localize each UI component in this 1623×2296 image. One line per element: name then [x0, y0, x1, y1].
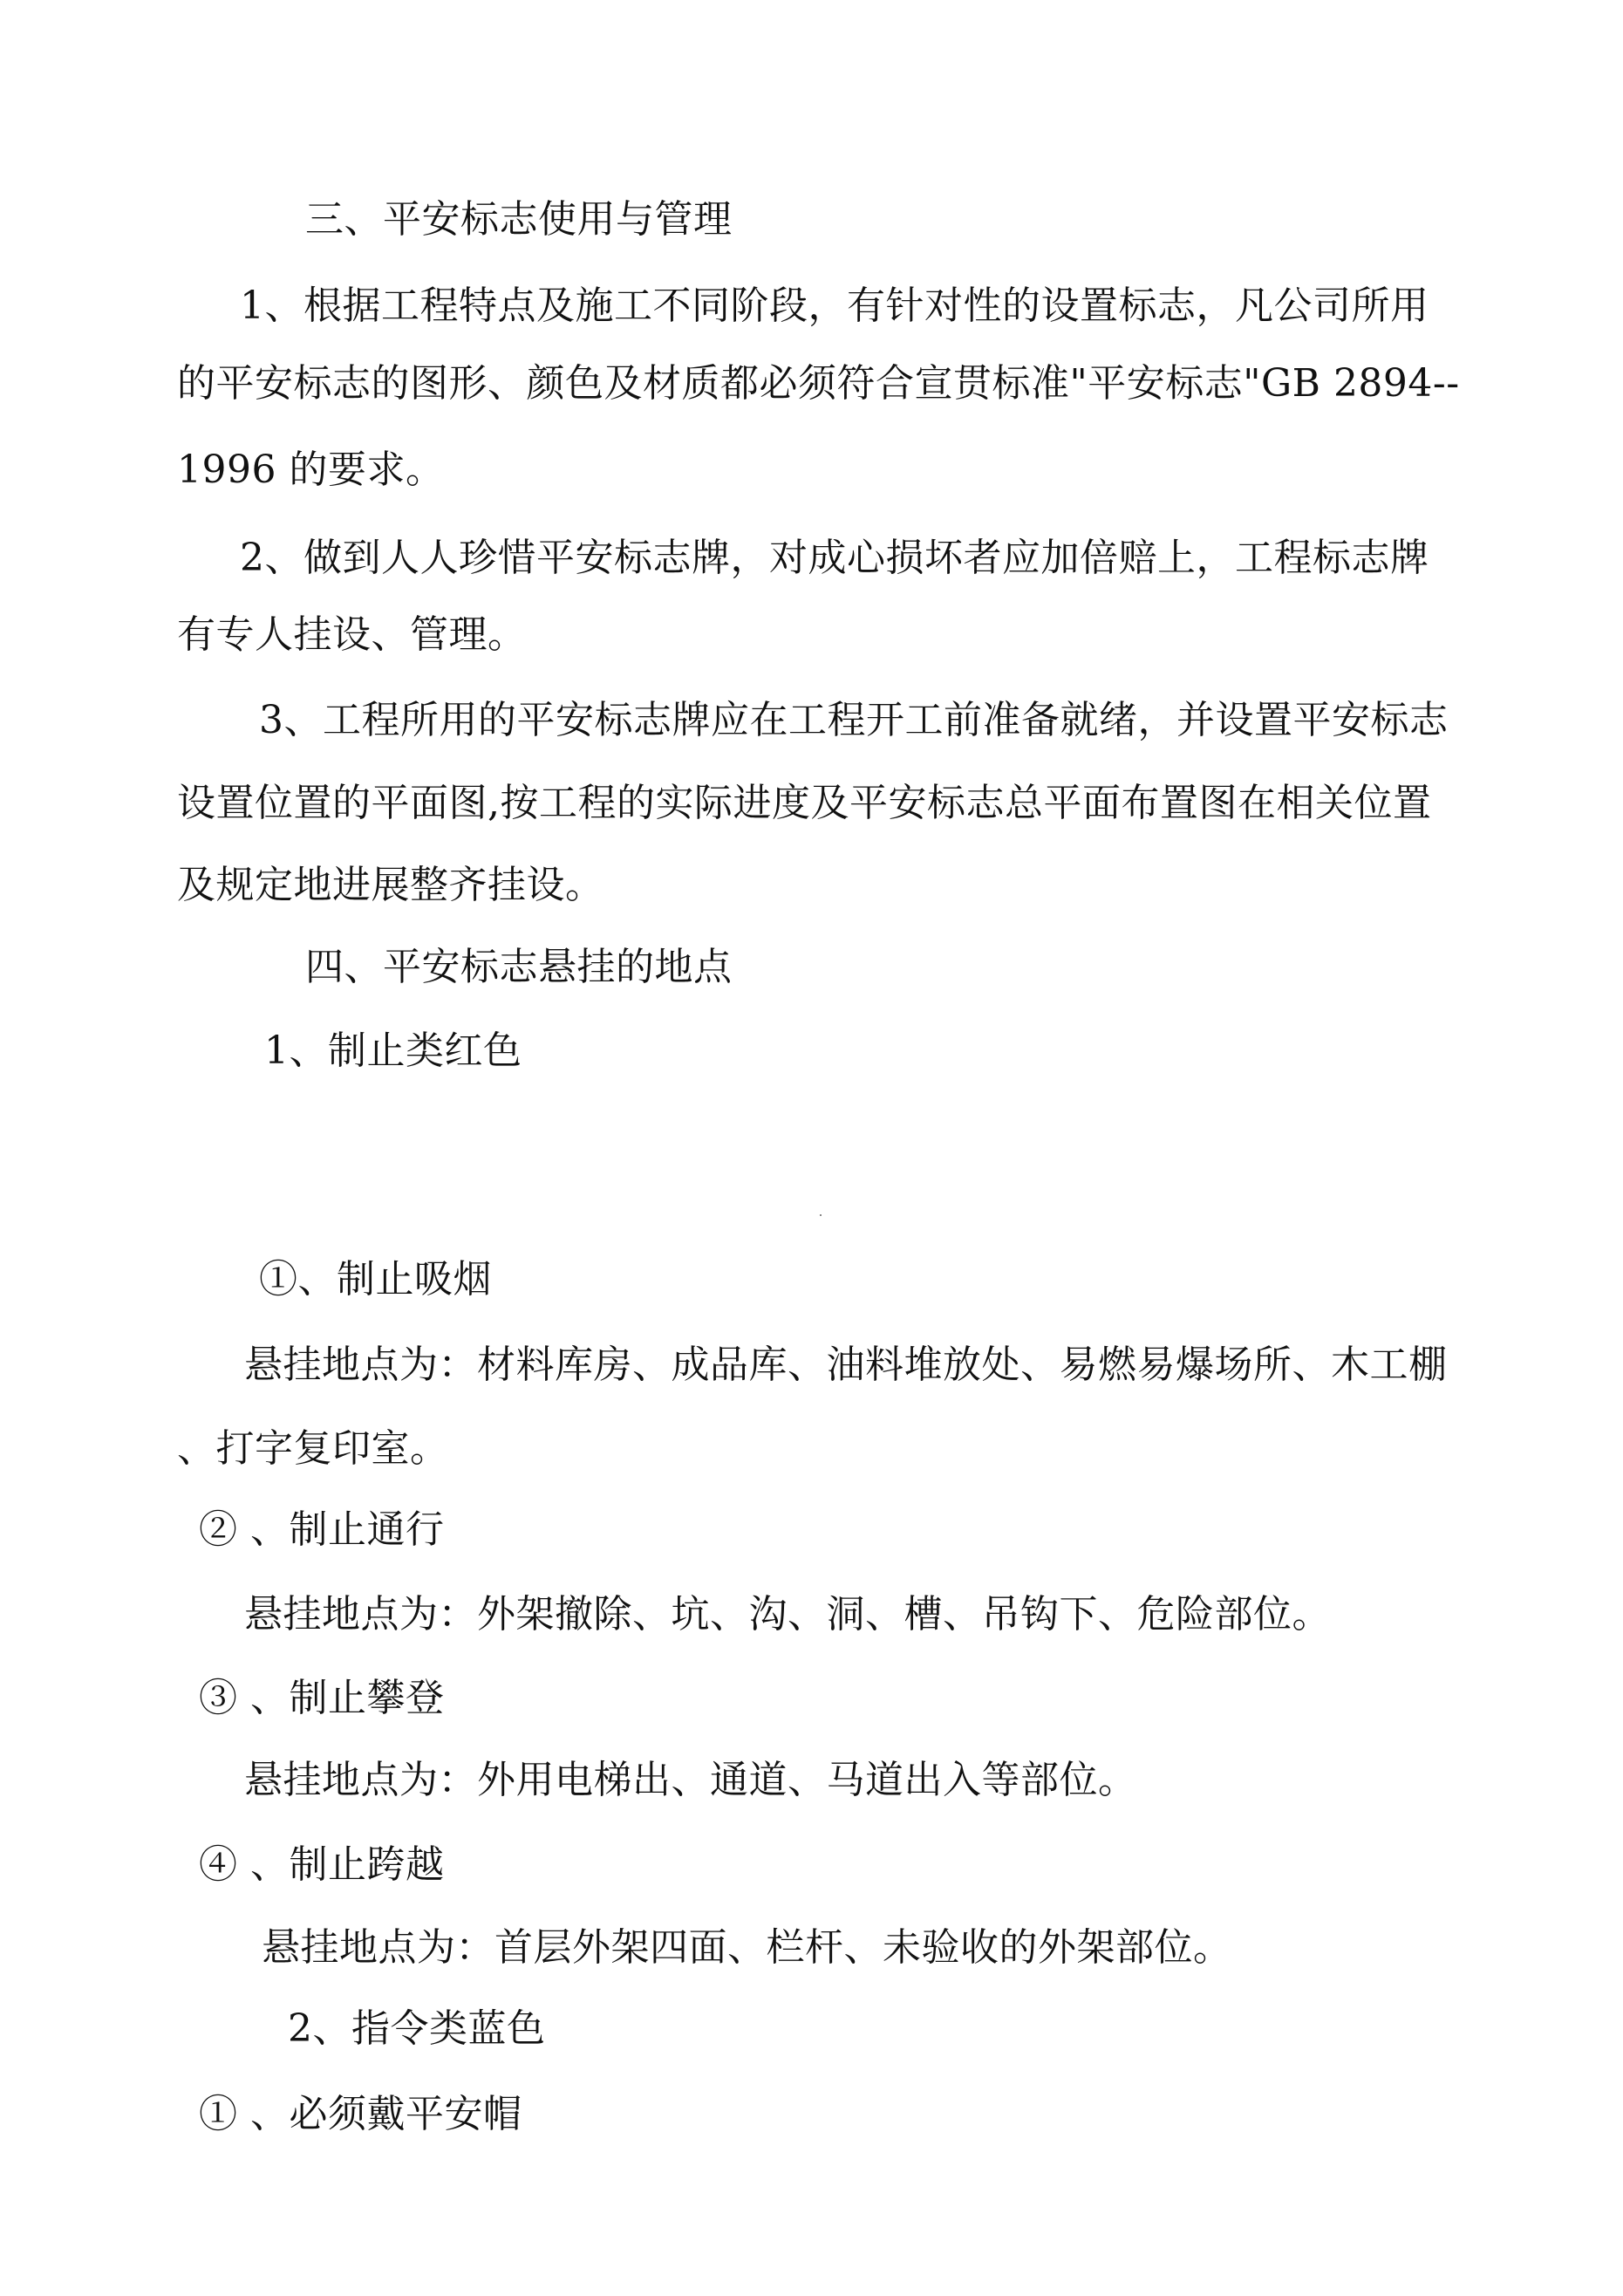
sign-location: 悬挂地点为：材料库房、成品库、油料堆放处、易燃易爆场所、木工棚	[244, 1343, 1448, 1387]
sign-title: ② 、制止通行	[199, 1507, 445, 1552]
sign-title: ③ 、制止攀登	[199, 1676, 445, 1720]
paragraph-line: 及规定地进展整齐挂设。	[177, 863, 604, 907]
sign-location: 悬挂地点为：首层外架四面、栏杆、未验收的外架部位。	[262, 1925, 1232, 1970]
sign-title: ④ 、制止跨越	[199, 1842, 445, 1887]
category-heading: 2、指令类蓝色	[288, 2006, 546, 2051]
paragraph-line: 3、工程所用的平安标志牌应在工程开工前准备就绪，并设置平安标志	[259, 698, 1449, 742]
paragraph-line: 1996 的要求。	[177, 448, 445, 492]
sign-title: ①、制止吸烟	[259, 1257, 492, 1302]
paragraph-line: 1、根据工程特点及施工不同阶段，有针对性的设置标志，凡公司所用	[240, 284, 1429, 328]
sign-title: ① 、必须戴平安帽	[199, 2092, 522, 2136]
sign-location: 、打字复印室。	[177, 1426, 449, 1471]
sign-location: 悬挂地点为：外用电梯出、通道、马道出入等部位。	[244, 1758, 1137, 1802]
category-heading: 1、制止类红色	[264, 1028, 522, 1073]
sign-location: 悬挂地点为：外架撤除、坑、沟、洞、槽、吊钩下、危险部位。	[244, 1592, 1331, 1637]
paragraph-line: 设置位置的平面图,按工程的实际进度及平安标志总平面布置图在相关位置	[177, 781, 1432, 825]
stray-dot	[820, 1214, 822, 1216]
section-heading-3: 三、平安标志使用与管理	[305, 197, 733, 242]
paragraph-line: 的平安标志的图形、颜色及材质都必须符合宣贯标准"平安标志"GB 2894--	[177, 361, 1460, 406]
paragraph-line: 2、做到人人珍惜平安标志牌，对成心损坏者应加倍赔上，工程标志牌	[240, 536, 1429, 580]
section-heading-4: 四、平安标志悬挂的地点	[305, 945, 733, 989]
paragraph-line: 有专人挂设、管理。	[177, 612, 527, 657]
